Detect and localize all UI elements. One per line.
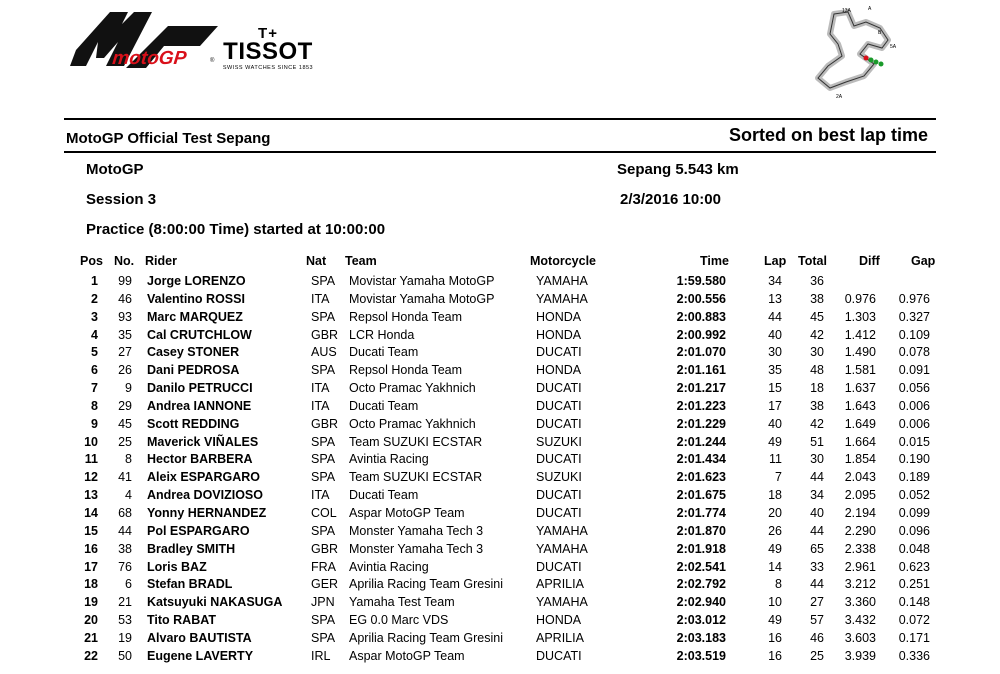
nationality-cell: SPA — [311, 274, 336, 288]
motogp-logo-icon — [68, 6, 228, 96]
rider-number-cell: 46 — [118, 291, 132, 306]
nationality-cell: ITA — [311, 398, 330, 413]
table-row — [0, 594, 1000, 612]
table-row — [0, 434, 1000, 452]
motorcycle-cell: DUCATI — [536, 505, 582, 520]
gap-cell: 0.623 — [898, 559, 930, 574]
rider-name-cell: Alvaro BAUTISTA — [147, 630, 252, 645]
total-laps-cell: 30 — [810, 345, 824, 360]
nationality-cell: ITA — [311, 291, 330, 306]
diff-cell: 3.603 — [844, 630, 876, 645]
best-time-cell: 2:00.992 — [676, 327, 726, 342]
best-time-cell: 2:01.623 — [676, 470, 726, 485]
total-laps-cell: 38 — [810, 398, 824, 413]
col-header-time: Time — [700, 254, 729, 268]
diff-cell: 1.303 — [844, 309, 876, 324]
total-laps-cell: 57 — [810, 613, 824, 628]
position-cell: 19 — [84, 595, 98, 610]
best-lap-cell: 26 — [768, 523, 782, 538]
sort-title: Sorted on best lap time — [728, 125, 928, 145]
position-cell: 18 — [84, 577, 98, 592]
best-time-cell: 2:00.556 — [676, 291, 726, 306]
table-row — [0, 309, 1000, 327]
total-laps-cell: 48 — [810, 363, 824, 378]
nationality-cell: JPN — [311, 595, 335, 610]
table-row — [0, 576, 1000, 594]
motorcycle-cell: YAMAHA — [536, 595, 588, 610]
best-time-cell: 2:01.070 — [676, 345, 726, 360]
gap-cell: 0.099 — [898, 505, 930, 520]
col-header-motorcycle: Motorcycle — [530, 254, 596, 268]
total-laps-cell: 33 — [810, 559, 824, 574]
col-header-total: Total — [798, 254, 827, 268]
best-time-cell: 2:01.774 — [676, 505, 726, 520]
motorcycle-cell: DUCATI — [536, 559, 582, 574]
diff-cell: 1.490 — [844, 345, 876, 360]
nationality-cell: COL — [311, 505, 337, 520]
total-laps-cell: 44 — [810, 523, 824, 538]
motorcycle-cell: DUCATI — [536, 381, 582, 396]
table-row — [0, 630, 1000, 648]
sponsor-logo — [218, 26, 318, 72]
position-cell: 3 — [91, 309, 98, 324]
diff-cell: 3.360 — [844, 595, 876, 610]
position-cell: 4 — [91, 327, 98, 342]
total-laps-cell: 51 — [810, 434, 824, 449]
header-top-rule — [64, 118, 936, 120]
col-header-diff: Diff — [859, 254, 880, 268]
best-time-cell: 2:01.675 — [676, 488, 726, 503]
position-cell: 13 — [84, 488, 98, 503]
nationality-cell: SPA — [311, 630, 336, 645]
best-time-cell: 2:02.541 — [676, 559, 726, 574]
motorcycle-cell: SUZUKI — [536, 434, 582, 449]
best-lap-cell: 18 — [768, 488, 782, 503]
best-lap-cell: 34 — [768, 274, 782, 288]
results-table — [0, 273, 1000, 666]
diff-cell: 1.664 — [844, 434, 876, 449]
position-cell: 14 — [84, 505, 98, 520]
team-cell: Avintia Racing — [349, 559, 429, 574]
best-lap-cell: 44 — [768, 309, 782, 324]
nationality-cell: GBR — [311, 416, 339, 431]
rider-name-cell: Pol ESPARGARO — [147, 523, 250, 538]
best-time-cell: 2:01.918 — [676, 541, 726, 556]
best-lap-cell: 11 — [769, 452, 782, 467]
circuit-map-icon — [808, 4, 928, 104]
motorcycle-cell: DUCATI — [536, 648, 582, 663]
motorcycle-cell: DUCATI — [536, 452, 582, 467]
rider-name-cell: Marc MARQUEZ — [147, 309, 243, 324]
rider-number-cell: 21 — [118, 595, 132, 610]
best-lap-cell: 30 — [768, 345, 782, 360]
best-lap-cell: 40 — [768, 327, 782, 342]
position-cell: 8 — [91, 398, 98, 413]
col-header-team: Team — [345, 254, 377, 268]
total-laps-cell: 30 — [810, 452, 824, 467]
rider-name-cell: Danilo PETRUCCI — [147, 381, 253, 396]
position-cell: 5 — [91, 345, 98, 360]
total-laps-cell: 18 — [810, 381, 824, 396]
diff-cell: 2.290 — [844, 523, 876, 538]
session-datetime: 2/3/2016 10:00 — [620, 191, 721, 208]
team-cell: Movistar Yamaha MotoGP — [349, 291, 495, 306]
table-row — [0, 648, 1000, 666]
team-cell: Octo Pramac Yakhnich — [349, 416, 476, 431]
best-time-cell: 2:01.870 — [676, 523, 726, 538]
motogp-logo-text: motoGP — [111, 48, 188, 69]
col-header-nat: Nat — [306, 254, 327, 268]
total-laps-cell: 38 — [810, 291, 824, 306]
position-cell: 15 — [84, 523, 98, 538]
track-label: A — [868, 6, 872, 12]
best-lap-cell: 49 — [768, 434, 782, 449]
rider-name-cell: Jorge LORENZO — [147, 274, 246, 288]
best-time-cell: 2:02.792 — [676, 577, 726, 592]
best-lap-cell: 49 — [768, 541, 782, 556]
team-cell: Repsol Honda Team — [349, 363, 463, 378]
diff-cell: 1.649 — [844, 416, 876, 431]
gap-cell: 0.171 — [898, 630, 930, 645]
rider-name-cell: Casey STONER — [147, 345, 240, 360]
rider-name-cell: Andrea IANNONE — [147, 398, 252, 413]
diff-cell: 0.976 — [844, 291, 876, 306]
rider-name-cell: Hector BARBERA — [147, 452, 253, 467]
rider-name-cell: Yonny HERNANDEZ — [147, 505, 267, 520]
motorcycle-cell: APRILIA — [536, 577, 584, 592]
table-row — [0, 327, 1000, 345]
table-row — [0, 612, 1000, 630]
nationality-cell: SPA — [311, 613, 336, 628]
nationality-cell: FRA — [311, 559, 336, 574]
track-label: B — [878, 30, 882, 36]
table-row — [0, 487, 1000, 505]
best-time-cell: 2:01.217 — [676, 381, 726, 396]
gap-cell: 0.327 — [898, 309, 930, 324]
rider-number-cell: 38 — [118, 541, 132, 556]
team-cell: EG 0.0 Marc VDS — [349, 613, 449, 628]
table-row — [0, 505, 1000, 523]
table-row — [0, 362, 1000, 380]
best-time-cell: 2:01.229 — [676, 416, 726, 431]
motorcycle-cell: YAMAHA — [536, 541, 588, 556]
category-label: MotoGP — [86, 161, 144, 178]
total-laps-cell: 27 — [810, 595, 824, 610]
total-laps-cell: 42 — [810, 416, 824, 431]
team-cell: Avintia Racing — [349, 452, 429, 467]
rider-number-cell: 8 — [125, 452, 132, 467]
sponsor-name: TISSOT — [223, 38, 313, 65]
nationality-cell: SPA — [311, 470, 336, 485]
track-label: 5A — [890, 44, 897, 50]
nationality-cell: AUS — [311, 345, 337, 360]
gap-cell: 0.006 — [898, 398, 930, 413]
gap-cell: 0.078 — [898, 345, 930, 360]
rider-number-cell: 35 — [118, 327, 132, 342]
rider-name-cell: Tito RABAT — [147, 613, 216, 628]
col-header-no: No. — [114, 254, 135, 268]
team-cell: Aspar MotoGP Team — [349, 505, 465, 520]
team-cell: Octo Pramac Yakhnich — [349, 381, 476, 396]
best-lap-cell: 35 — [768, 363, 782, 378]
motorcycle-cell: DUCATI — [536, 416, 582, 431]
position-cell: 20 — [84, 613, 98, 628]
gap-cell: 0.091 — [898, 363, 930, 378]
position-cell: 17 — [84, 559, 98, 574]
gap-cell: 0.052 — [898, 488, 930, 503]
total-laps-cell: 44 — [810, 577, 824, 592]
track-map — [808, 4, 928, 104]
practice-info: Practice (8:00:00 Time) started at 10:00:00 — [86, 221, 386, 238]
team-cell: Yamaha Test Team — [349, 595, 455, 610]
motorcycle-cell: YAMAHA — [536, 274, 588, 288]
rider-name-cell: Cal CRUTCHLOW — [147, 327, 252, 342]
motorcycle-cell: DUCATI — [536, 345, 582, 360]
rider-number-cell: 6 — [125, 577, 132, 592]
rider-number-cell: 26 — [118, 363, 132, 378]
nationality-cell: SPA — [311, 434, 336, 449]
gap-cell: 0.976 — [898, 291, 930, 306]
nationality-cell: GBR — [311, 327, 339, 342]
best-time-cell: 2:03.519 — [676, 648, 726, 663]
circuit-label: Sepang 5.543 km — [617, 161, 739, 178]
table-row — [0, 523, 1000, 541]
gap-cell: 0.006 — [898, 416, 930, 431]
position-cell: 10 — [84, 434, 98, 449]
team-cell: Team SUZUKI ECSTAR — [349, 434, 483, 449]
rider-number-cell: 44 — [118, 523, 132, 538]
best-lap-cell: 7 — [775, 470, 782, 485]
best-lap-cell: 16 — [768, 648, 782, 663]
diff-cell: 3.212 — [844, 577, 876, 592]
best-lap-cell: 10 — [768, 595, 782, 610]
rider-name-cell: Scott REDDING — [147, 416, 240, 431]
gap-cell: 0.048 — [898, 541, 930, 556]
nationality-cell: GBR — [311, 541, 339, 556]
team-cell: Ducati Team — [349, 345, 419, 360]
team-cell: Aspar MotoGP Team — [349, 648, 465, 663]
header-bottom-rule — [64, 151, 936, 153]
diff-cell: 1.412 — [844, 327, 876, 342]
total-laps-cell: 46 — [810, 630, 824, 645]
rider-number-cell: 41 — [118, 470, 132, 485]
rider-number-cell: 45 — [118, 416, 132, 431]
rider-number-cell: 4 — [125, 488, 132, 503]
best-lap-cell: 16 — [768, 630, 782, 645]
rider-number-cell: 27 — [118, 345, 132, 360]
gap-cell: 0.096 — [898, 523, 930, 538]
total-laps-cell: 44 — [810, 470, 824, 485]
rider-name-cell: Aleix ESPARGARO — [147, 470, 260, 485]
best-lap-cell: 8 — [775, 577, 782, 592]
table-row — [0, 559, 1000, 577]
position-cell: 21 — [84, 630, 98, 645]
table-row — [0, 273, 1000, 291]
rider-name-cell: Eugene LAVERTY — [147, 648, 254, 663]
diff-cell: 2.961 — [844, 559, 876, 574]
best-lap-cell: 17 — [768, 398, 782, 413]
diff-cell: 2.338 — [844, 541, 876, 556]
gap-cell: 0.056 — [898, 381, 930, 396]
motorcycle-cell: HONDA — [536, 613, 582, 628]
position-cell: 16 — [84, 541, 98, 556]
total-laps-cell: 36 — [810, 274, 824, 288]
nationality-cell: ITA — [311, 381, 330, 396]
rider-number-cell: 9 — [125, 381, 132, 396]
diff-cell: 2.095 — [844, 488, 876, 503]
rider-name-cell: Maverick VIÑALES — [147, 434, 259, 449]
rider-name-cell: Andrea DOVIZIOSO — [147, 488, 263, 503]
rider-number-cell: 68 — [118, 505, 132, 520]
col-header-rider: Rider — [145, 254, 177, 268]
position-cell: 22 — [84, 648, 98, 663]
motorcycle-cell: DUCATI — [536, 398, 582, 413]
team-cell: Team SUZUKI ECSTAR — [349, 470, 483, 485]
motorcycle-cell: HONDA — [536, 363, 582, 378]
diff-cell: 1.581 — [844, 363, 876, 378]
team-cell: Repsol Honda Team — [349, 309, 463, 324]
rider-number-cell: 99 — [118, 274, 132, 288]
total-laps-cell: 25 — [810, 648, 824, 663]
gap-cell: 0.072 — [898, 613, 930, 628]
rider-name-cell: Valentino ROSSI — [147, 291, 245, 306]
motorcycle-cell: HONDA — [536, 309, 582, 324]
motorcycle-cell: YAMAHA — [536, 291, 588, 306]
rider-number-cell: 19 — [118, 630, 132, 645]
total-laps-cell: 45 — [810, 309, 824, 324]
motorcycle-cell: HONDA — [536, 327, 582, 342]
team-cell: Aprilia Racing Team Gresini — [349, 630, 503, 645]
position-cell: 7 — [91, 381, 98, 396]
best-lap-cell: 40 — [768, 416, 782, 431]
diff-cell: 3.432 — [844, 613, 876, 628]
motorcycle-cell: APRILIA — [536, 630, 584, 645]
session-label: Session 3 — [86, 191, 157, 208]
rider-name-cell: Stefan BRADL — [147, 577, 233, 592]
best-time-cell: 2:01.244 — [676, 434, 726, 449]
best-lap-cell: 14 — [768, 559, 782, 574]
rider-number-cell: 53 — [118, 613, 132, 628]
best-time-cell: 2:02.940 — [676, 595, 726, 610]
motorcycle-cell: DUCATI — [536, 488, 582, 503]
table-row — [0, 451, 1000, 469]
sponsor-mark: T+ — [258, 25, 278, 42]
table-row — [0, 291, 1000, 309]
best-time-cell: 2:01.161 — [676, 363, 726, 378]
diff-cell: 2.194 — [844, 505, 876, 520]
diff-cell: 1.854 — [844, 452, 876, 467]
motogp-logo — [68, 6, 228, 96]
table-row — [0, 416, 1000, 434]
sponsor-tagline: SWISS WATCHES SINCE 1853 — [222, 65, 314, 71]
best-lap-cell: 49 — [768, 613, 782, 628]
rider-name-cell: Katsuyuki NAKASUGA — [147, 595, 283, 610]
nationality-cell: SPA — [311, 363, 336, 378]
nationality-cell: IRL — [311, 648, 331, 663]
gap-cell: 0.189 — [898, 470, 930, 485]
gap-cell: 0.148 — [898, 595, 930, 610]
position-cell: 9 — [91, 416, 98, 431]
track-label: 13A — [842, 8, 851, 14]
best-time-cell: 2:00.883 — [676, 309, 726, 324]
position-cell: 12 — [84, 470, 98, 485]
best-time-cell: 1:59.580 — [676, 274, 726, 288]
diff-cell: 1.643 — [844, 398, 876, 413]
svg-text:®: ® — [210, 58, 215, 64]
table-row — [0, 469, 1000, 487]
rider-number-cell: 93 — [118, 309, 132, 324]
table-row — [0, 344, 1000, 362]
best-lap-cell: 20 — [768, 505, 782, 520]
position-cell: 2 — [91, 291, 98, 306]
best-time-cell: 2:01.223 — [676, 398, 726, 413]
best-time-cell: 2:03.012 — [676, 613, 726, 628]
nationality-cell: GER — [311, 577, 339, 592]
total-laps-cell: 42 — [810, 327, 824, 342]
team-cell: LCR Honda — [349, 327, 415, 342]
table-row — [0, 380, 1000, 398]
col-header-lap: Lap — [764, 254, 787, 268]
gap-cell: 0.109 — [898, 327, 930, 342]
rider-number-cell: 76 — [118, 559, 132, 574]
best-time-cell: 2:01.434 — [676, 452, 726, 467]
nationality-cell: ITA — [311, 488, 330, 503]
position-cell: 11 — [84, 452, 98, 467]
rider-number-cell: 29 — [118, 398, 132, 413]
rider-name-cell: Loris BAZ — [147, 559, 207, 574]
total-laps-cell: 34 — [810, 488, 824, 503]
table-row — [0, 541, 1000, 559]
position-cell: 6 — [91, 363, 98, 378]
gap-cell: 0.251 — [898, 577, 930, 592]
motorcycle-cell: SUZUKI — [536, 470, 582, 485]
position-cell: 1 — [91, 274, 98, 288]
team-cell: Monster Yamaha Tech 3 — [349, 523, 484, 538]
col-header-pos: Pos — [80, 254, 103, 268]
table-row — [0, 398, 1000, 416]
gap-cell: 0.336 — [898, 648, 930, 663]
diff-cell: 3.939 — [844, 648, 876, 663]
track-label: 2A — [836, 94, 843, 100]
rider-number-cell: 25 — [118, 434, 132, 449]
rider-number-cell: 50 — [118, 648, 132, 663]
best-lap-cell: 13 — [768, 291, 782, 306]
diff-cell: 2.043 — [844, 470, 876, 485]
gap-cell: 0.015 — [898, 434, 930, 449]
total-laps-cell: 40 — [810, 505, 824, 520]
motorcycle-cell: YAMAHA — [536, 523, 588, 538]
event-title: MotoGP Official Test Sepang — [66, 130, 271, 147]
team-cell: Monster Yamaha Tech 3 — [349, 541, 484, 556]
total-laps-cell: 65 — [810, 541, 824, 556]
gap-cell: 0.190 — [898, 452, 930, 467]
team-cell: Ducati Team — [349, 398, 419, 413]
nationality-cell: SPA — [311, 452, 336, 467]
team-cell: Aprilia Racing Team Gresini — [349, 577, 503, 592]
nationality-cell: SPA — [311, 523, 336, 538]
rider-name-cell: Bradley SMITH — [147, 541, 236, 556]
diff-cell: 1.637 — [844, 381, 876, 396]
best-lap-cell: 15 — [768, 381, 782, 396]
col-header-gap: Gap — [911, 254, 936, 268]
team-cell: Ducati Team — [349, 488, 419, 503]
nationality-cell: SPA — [311, 309, 336, 324]
team-cell: Movistar Yamaha MotoGP — [349, 274, 495, 288]
rider-name-cell: Dani PEDROSA — [147, 363, 240, 378]
best-time-cell: 2:03.183 — [676, 630, 726, 645]
